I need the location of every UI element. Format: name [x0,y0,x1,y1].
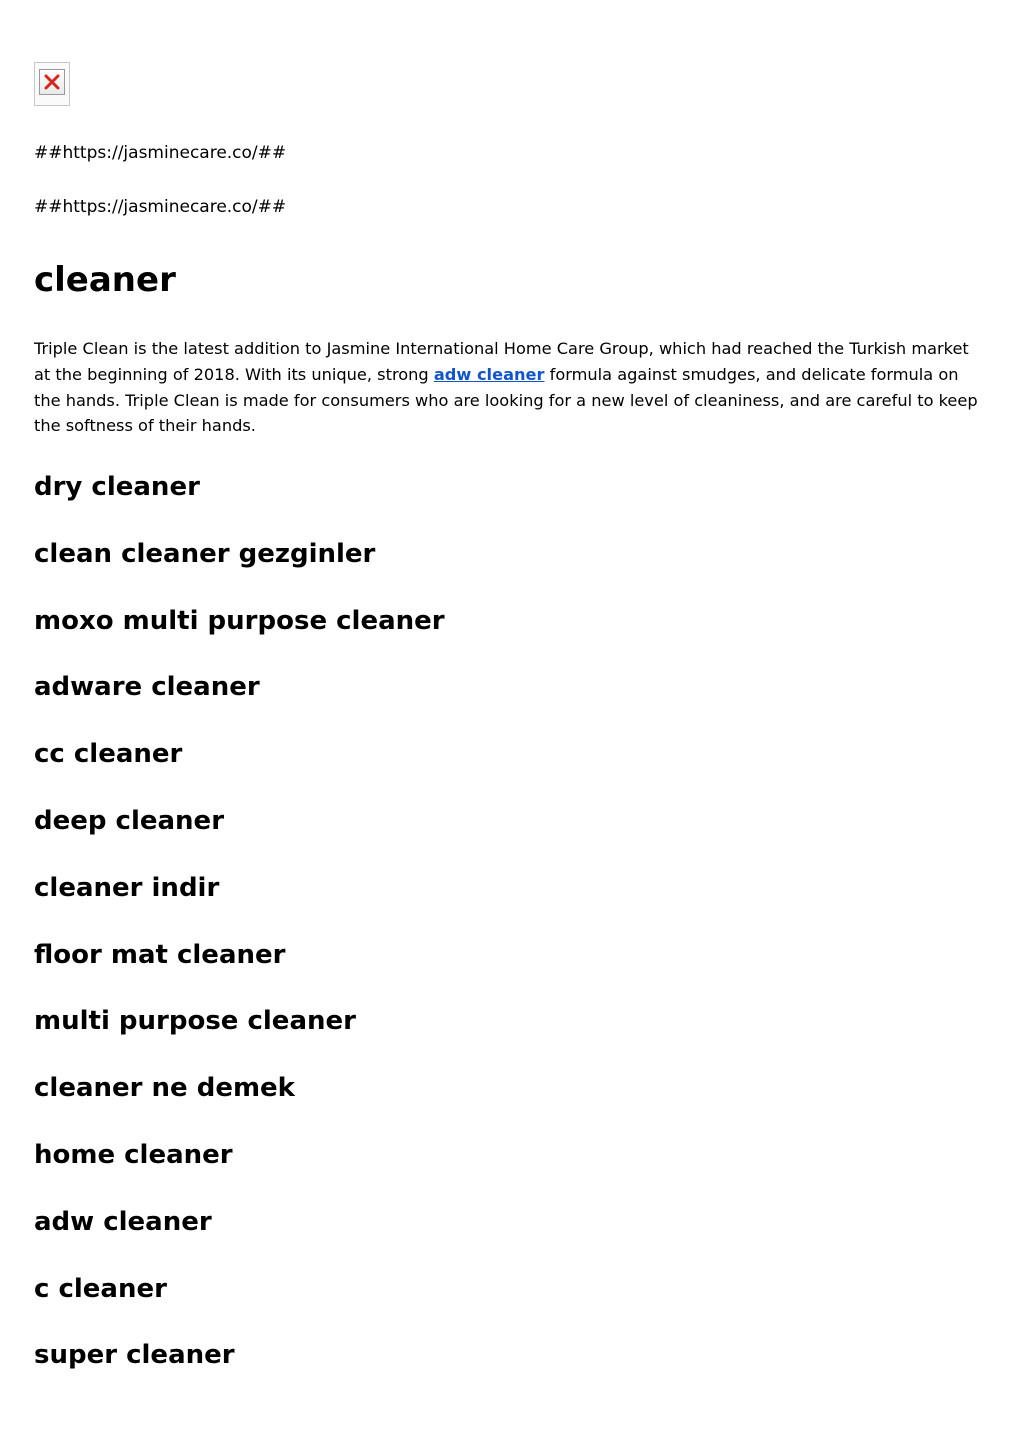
keyword-heading: c cleaner [34,1273,167,1304]
keyword-heading: super cleaner [34,1340,235,1371]
keyword-heading: adware cleaner [34,672,260,703]
intro-text-after-link: formula against smudges, and delicate formula on the hands. Triple Clean is made for consumers who are looking for a new level of cleaniness, and are careful to keep the softness of their hands. [34,364,978,436]
keyword-heading: floor mat cleaner [34,939,286,970]
close-x-icon [44,74,60,90]
document-page [34,62,984,1371]
keyword-heading: multi purpose cleaner [34,1006,356,1037]
broken-image-icon [34,62,70,106]
url-text-1: ##https://jasminecare.co/## [34,143,287,163]
keyword-heading: home cleaner [34,1139,233,1170]
intro-text-before-link: Triple Clean is the latest addition to Jasmine International Home Care Group, which had reached the Turkish market at the beginning of 2018. With its unique, strong [34,339,969,384]
page-title: cleaner [34,260,176,300]
intro-paragraph [34,336,984,439]
keyword-heading: dry cleaner [34,472,200,502]
keyword-heading: clean cleaner gezginler [34,538,376,569]
broken-image-frame [39,69,65,95]
keyword-heading: cc cleaner [34,739,183,770]
keyword-heading: cleaner ne demek [34,1073,295,1104]
url-text-2: ##https://jasminecare.co/## [34,197,287,217]
keyword-heading: moxo multi purpose cleaner [34,605,445,636]
keyword-heading: adw cleaner [34,1206,212,1237]
keyword-heading: deep cleaner [34,805,225,836]
keyword-heading: cleaner indir [34,872,220,903]
adw-cleaner-link[interactable]: adw cleaner [433,364,545,384]
keyword-heading-list [34,467,445,1402]
